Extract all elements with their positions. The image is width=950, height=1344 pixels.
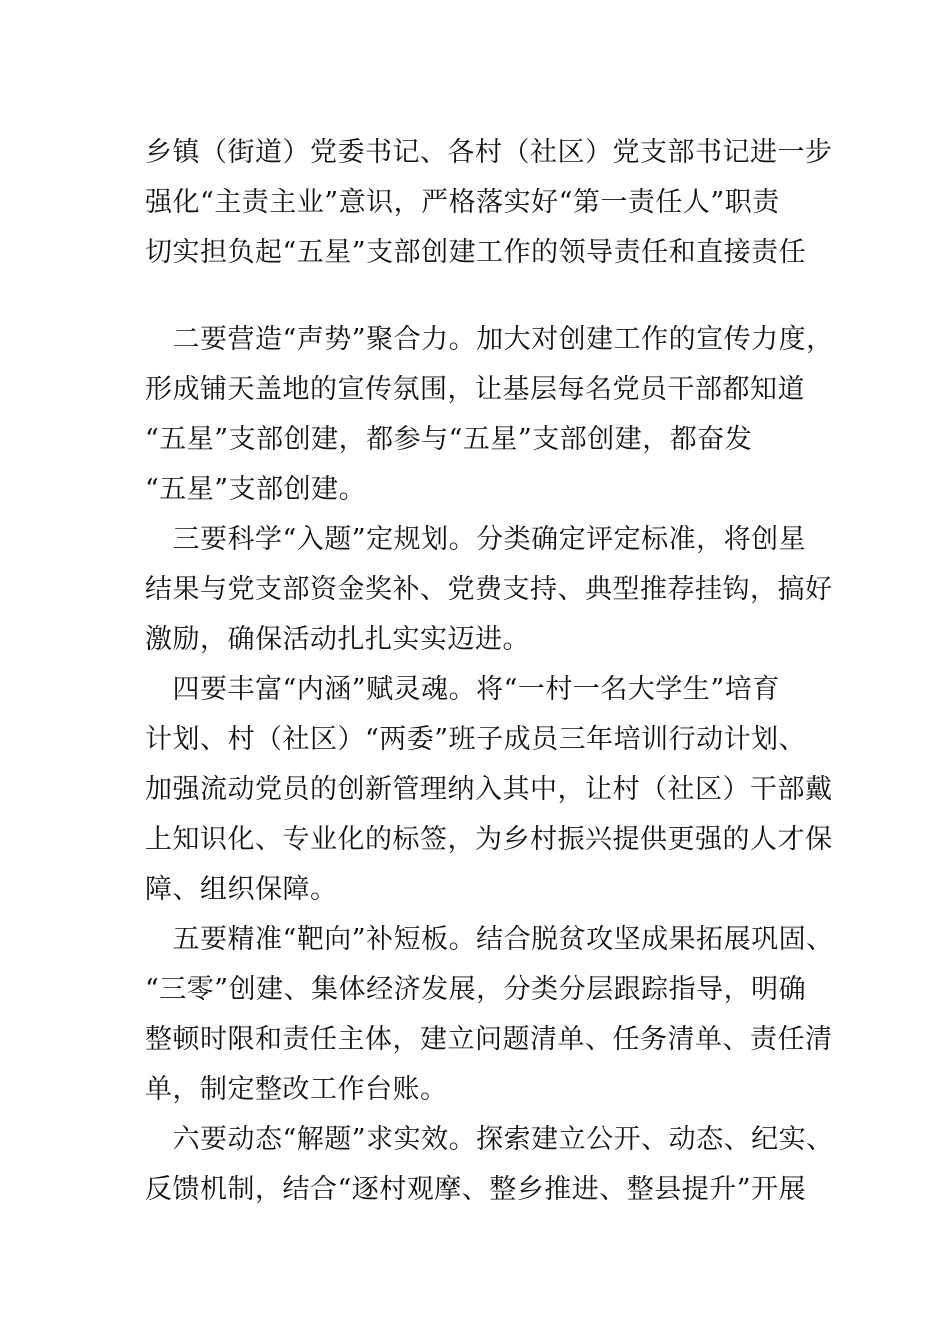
text-line: 上知识化、专业化的标签，为乡村振兴提供更强的人才保 (145, 824, 833, 855)
intro-paragraph (145, 128, 833, 278)
text-line: 二要营造“声势”聚合力。加大对创建工作的宣传力度， (145, 324, 834, 355)
text-line: 五要精准“靶向”补短板。结合脱贫攻坚成果拓展巩固、 (145, 924, 834, 955)
paragraph-five (145, 915, 834, 1115)
paragraph-gap (145, 278, 825, 315)
paragraph-two (145, 315, 834, 515)
text-line: 整顿时限和责任主体，建立问题清单、任务清单、责任清 (145, 1024, 833, 1055)
text-line: 三要科学“入题”定规划。分类确定评定标准，将创星 (145, 524, 807, 555)
text-line: 四要丰富“内涵”赋灵魂。将“一村一名大学生”培育 (145, 674, 780, 705)
paragraph-six (145, 1115, 834, 1215)
text-line: 单，制定整改工作台账。 (145, 1074, 448, 1105)
paragraph-four (145, 665, 833, 915)
text-line: 切实担负起“五星”支部创建工作的领导责任和直接责任 (145, 237, 807, 268)
text-line: 障、组织保障。 (145, 874, 338, 905)
text-line: 计划、村（社区）“两委”班子成员三年培训行动计划、 (145, 724, 807, 755)
text-line: 加强流动党员的创新管理纳入其中，让村（社区）干部戴 (145, 774, 833, 805)
text-line: 激励，确保活动扎扎实实迈进。 (145, 624, 530, 655)
text-line: 六要动态“解题”求实效。探索建立公开、动态、纪实、 (145, 1124, 834, 1155)
text-line: 反馈机制，结合“逐村观摩、整乡推进、整县提升”开展 (145, 1174, 807, 1205)
text-line: 形成铺天盖地的宣传氛围，让基层每名党员干部都知道 (145, 374, 805, 405)
text-line: 乡镇（街道）党委书记、各村（社区）党支部书记进一步 (145, 137, 833, 168)
text-line: 结果与党支部资金奖补、党费支持、典型推荐挂钩，搞好 (145, 574, 833, 605)
text-line: “五星”支部创建，都参与“五星”支部创建，都奋发 (145, 424, 753, 455)
paragraph-three (145, 515, 833, 665)
text-line: “三零”创建、集体经济发展，分类分层跟踪指导，明确 (145, 974, 807, 1005)
text-line: 强化“主责主业”意识，严格落实好“第一责任人”职责 (145, 187, 780, 218)
document-body (145, 128, 834, 1215)
text-line: “五星”支部创建。 (145, 474, 367, 505)
